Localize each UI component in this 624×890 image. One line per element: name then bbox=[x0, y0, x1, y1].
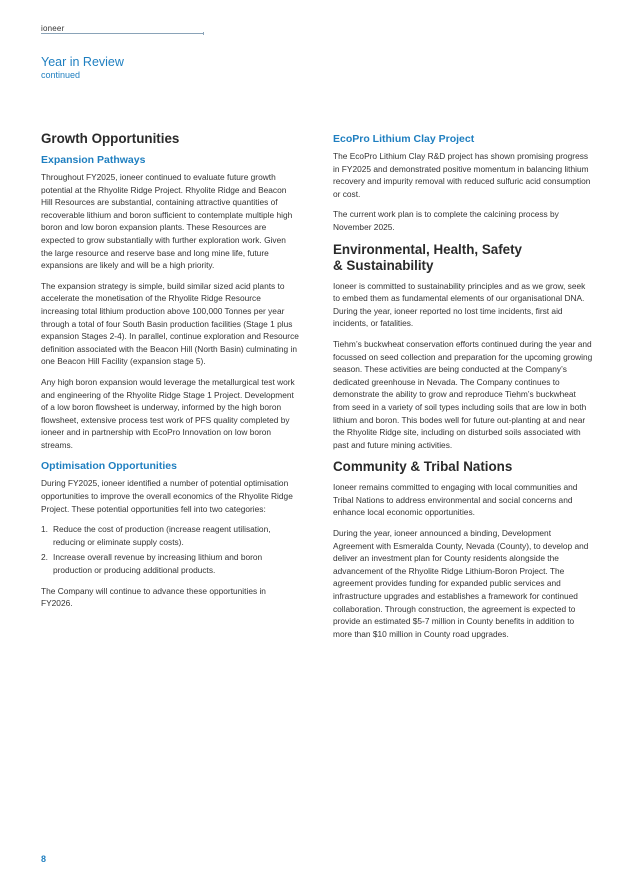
expansion-paragraph: The expansion strategy is simple, build similar sized acid plants to accelerate the monetisation of the Rhyolite Ridge Resource increasing total lithium production above 100,000 Tonnes per year through a total of four South Basin production facilities (Stage 1 plus expansion Stages 2-4). In parallel, continue exploration and Resource definition associated with the Beacon Hill (North Basin) culminating in one Beacon Hill Facility (expansion stage 5). bbox=[41, 280, 299, 367]
community-paragraph: Ioneer remains committed to engaging with local communities and Tribal Nations to address environmental and social concerns and enhance local economic opportunities. bbox=[333, 482, 578, 518]
brand-name: ioneer bbox=[41, 24, 65, 33]
list-text: Reduce the cost of production (increase reagent utilisation, reducing or eliminate supply costs). bbox=[53, 524, 271, 547]
ecopro-heading: EcoPro Lithium Clay Project bbox=[333, 133, 475, 145]
list-text: Increase overall revenue by increasing lithium and boron production or producing additional products. bbox=[53, 552, 263, 576]
growth-heading: Growth Opportunities bbox=[41, 131, 180, 146]
left-column bbox=[41, 131, 299, 618]
expansion-paragraph: Any high boron expansion would leverage the metallurgical test work and engineering of the Rhyolite Ridge Stage 1 Project. Development of a low boron flowsheet is underway, informed by the high boron flowsheet, extensive process test work of PFS quality completed by ioneer and in partnership with EcoPro Innovation on low boron streams. bbox=[41, 376, 295, 450]
ehss-heading-line2: & Sustainability bbox=[333, 257, 434, 273]
ecopro-paragraph: The current work plan is to complete the calcining process by November 2025. bbox=[333, 209, 559, 232]
optimisation-list bbox=[41, 523, 299, 576]
ehss-heading-line1: Environmental, Health, Safety bbox=[333, 241, 523, 257]
section-title: Year in Review bbox=[41, 55, 124, 69]
ehss-paragraph: Tiehm’s buckwheat conservation efforts continued during the year and focussed on seed collection and preparation for the upcoming growing season. These activities are being conducted at the Company’s dedicated greenhouse in Nevada. The Company continues to demonstrate the ability to grow and reproduce Tiehm’s buckwheat from seed in a variety of soil types including soils that are low in both lithium and boron. This bodes well for future out-planting at and near the Rhyolite Ridge site, including on disturbed soils associated with past and future mining activities. bbox=[333, 338, 593, 450]
list-item bbox=[41, 551, 299, 576]
optimisation-closing: The Company will continue to advance these opportunities in FY2026. bbox=[41, 585, 266, 609]
expansion-paragraph: Throughout FY2025, ioneer continued to evaluate future growth potential at the Rhyolite Ridge Project. Rhyolite Ridge and Beacon Hill Resources are substantial, containing attractive quantities of recoverable lithium and boron sufficient to contemplate multiple high boron and low boron expansion plants. These Resources are expected to grow substantially with further exploration work. Given the large resource and reserve base and long mine life, future expansions are likely and will be a high priority. bbox=[41, 172, 293, 271]
header-rule bbox=[41, 33, 203, 34]
community-paragraph: During the year, ioneer announced a binding, Development Agreement with Esmeralda County, Nevada (County), to develop and deliver an investment plan for County residents alongside the advancement of the Rhyolite Ridge Lithium-Boron Project. The agreement provides funding for expanded public services and infrastructure upgrades and establishes a framework for continued collaboration. Through construction, the agreement is expected to provide an estimated $5-7 million in County benefits in addition to more than $10 million in County road upgrades. bbox=[333, 528, 589, 639]
expansion-heading: Expansion Pathways bbox=[41, 154, 146, 166]
community-heading: Community & Tribal Nations bbox=[333, 459, 513, 475]
ehss-paragraph: Ioneer is committed to sustainability principles and as we grow, seek to embed them as fundamental elements of our organisational DNA. During the year, ioneer reported no lost time incidents, first aid incidents, or fatalities. bbox=[333, 280, 586, 329]
optimisation-heading: Optimisation Opportunities bbox=[41, 460, 177, 473]
section-subtitle: continued bbox=[41, 70, 81, 80]
right-column bbox=[333, 132, 593, 648]
list-number: 1. bbox=[41, 524, 48, 535]
optimisation-intro: During FY2025, ioneer identified a number of potential optimisation opportunities to improve the overall economics of the Rhyolite Ridge Project. These potential opportunities fell into two categories: bbox=[41, 478, 293, 514]
list-number: 2. bbox=[41, 552, 48, 563]
list-item bbox=[41, 523, 299, 548]
page-number: 8 bbox=[41, 854, 47, 864]
ehss-heading bbox=[333, 242, 593, 274]
ecopro-paragraph: The EcoPro Lithium Clay R&D project has shown promising progress in FY2025 and demonstrated positive momentum in balancing lithium recovery and impurity removal with reduced sulfuric acid consumption or cost. bbox=[333, 151, 591, 199]
